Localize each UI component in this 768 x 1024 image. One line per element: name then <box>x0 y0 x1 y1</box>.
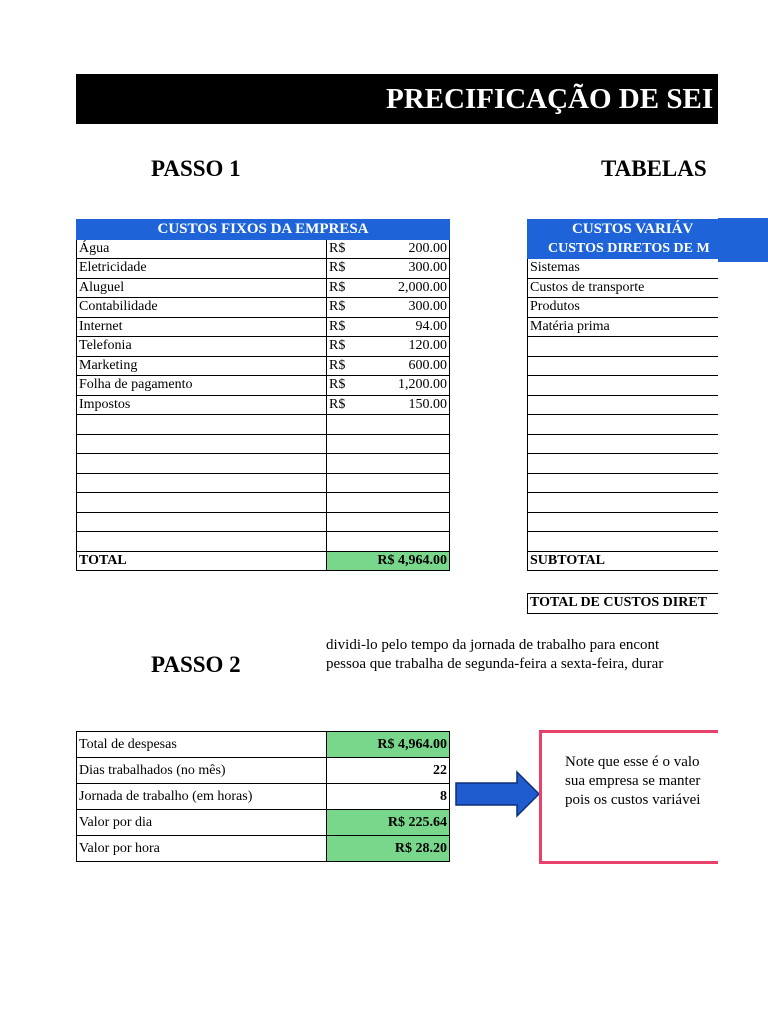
total-direct-costs-table <box>527 593 718 614</box>
fixed-cost-row <box>77 532 450 552</box>
hourly-rate-label: Valor por dia <box>77 810 327 836</box>
fixed-cost-value: 2,000.00 <box>371 278 450 298</box>
variable-cost-row <box>528 356 719 376</box>
variable-cost-row <box>528 298 719 318</box>
fixed-cost-value <box>371 512 450 532</box>
variable-costs-subheader: CUSTOS DIRETOS DE M <box>528 239 719 259</box>
variable-cost-row <box>528 317 719 337</box>
tabelas-heading: TABELAS <box>601 156 707 181</box>
fixed-cost-label: Folha de pagamento <box>77 376 327 396</box>
fixed-cost-value: 300.00 <box>371 259 450 279</box>
variable-cost-label <box>528 532 719 552</box>
fixed-cost-currency <box>327 473 372 493</box>
fixed-cost-currency <box>327 532 372 552</box>
hourly-rate-label: Dias trabalhados (no mês) <box>77 758 327 784</box>
fixed-cost-value: 200.00 <box>371 239 450 259</box>
fixed-costs-header: CUSTOS FIXOS DA EMPRESA <box>77 220 450 240</box>
note-line-2: sua empresa se manter <box>565 773 701 789</box>
fixed-cost-row <box>77 415 450 435</box>
fixed-cost-value: 1,200.00 <box>371 376 450 396</box>
variable-cost-row <box>528 434 719 454</box>
variable-cost-row <box>528 473 719 493</box>
variable-cost-label <box>528 337 719 357</box>
fixed-cost-currency <box>327 512 372 532</box>
fixed-cost-row <box>77 493 450 513</box>
hourly-rate-label: Jornada de trabalho (em horas) <box>77 784 327 810</box>
fixed-cost-currency: R$ <box>327 239 372 259</box>
fixed-cost-currency: R$ <box>327 356 372 376</box>
fixed-cost-currency: R$ <box>327 317 372 337</box>
fixed-cost-row <box>77 473 450 493</box>
hourly-rate-value: R$ 28.20 <box>327 836 450 862</box>
fixed-cost-row <box>77 434 450 454</box>
fixed-cost-value <box>371 415 450 435</box>
paragraph-line-1: dividi-lo pelo tempo da jornada de trabalho para encont <box>326 637 660 653</box>
hourly-rate-value: R$ 4,964.00 <box>327 732 450 758</box>
variable-cost-row <box>528 512 719 532</box>
fixed-cost-row <box>77 278 450 298</box>
variable-cost-row <box>528 259 719 279</box>
hourly-rate-row <box>77 732 450 758</box>
variable-cost-row <box>528 395 719 415</box>
hourly-rate-row <box>77 784 450 810</box>
note-line-1: Note que esse é o valo <box>565 754 700 770</box>
variable-cost-row <box>528 278 719 298</box>
variable-cost-label: Produtos <box>528 298 719 318</box>
fixed-cost-label <box>77 532 327 552</box>
passo-2-heading: PASSO 2 <box>151 652 241 677</box>
hourly-rate-label: Valor por hora <box>77 836 327 862</box>
fixed-cost-currency <box>327 415 372 435</box>
hourly-rate-row <box>77 758 450 784</box>
fixed-cost-value <box>371 532 450 552</box>
fixed-cost-value <box>371 454 450 474</box>
fixed-cost-row <box>77 317 450 337</box>
variable-cost-label <box>528 395 719 415</box>
fixed-cost-label: Telefonia <box>77 337 327 357</box>
fixed-cost-currency: R$ <box>327 298 372 318</box>
fixed-costs-total-value: R$ 4,964.00 <box>327 551 450 571</box>
variable-cost-row <box>528 454 719 474</box>
variable-cost-row <box>528 415 719 435</box>
fixed-cost-value: 120.00 <box>371 337 450 357</box>
hourly-rate-value: 8 <box>327 784 450 810</box>
fixed-cost-currency: R$ <box>327 376 372 396</box>
fixed-cost-value <box>371 473 450 493</box>
fixed-cost-currency <box>327 454 372 474</box>
fixed-cost-currency <box>327 493 372 513</box>
variable-cost-row <box>528 337 719 357</box>
variable-cost-label: Custos de transporte <box>528 278 719 298</box>
fixed-cost-currency <box>327 434 372 454</box>
page-title: PRECIFICAÇÃO DE SEI <box>386 83 714 115</box>
fixed-cost-value: 300.00 <box>371 298 450 318</box>
hourly-rate-row <box>77 810 450 836</box>
variable-cost-label <box>528 356 719 376</box>
variable-cost-row <box>528 532 719 552</box>
title-banner <box>76 74 718 124</box>
variable-cost-label <box>528 415 719 435</box>
hourly-rate-table <box>76 731 450 862</box>
variable-cost-label: Sistemas <box>528 259 719 279</box>
fixed-costs-table <box>76 219 450 571</box>
note-line-3: pois os custos variávei <box>565 792 701 808</box>
paragraph-line-2: pessoa que trabalha de segunda-feira a sexta-feira, durar <box>326 656 664 672</box>
total-direct-costs-label: TOTAL DE CUSTOS DIRET <box>528 594 719 614</box>
variable-cost-label <box>528 493 719 513</box>
variable-cost-row <box>528 376 719 396</box>
fixed-cost-value: 150.00 <box>371 395 450 415</box>
fixed-cost-label <box>77 473 327 493</box>
fixed-cost-row <box>77 259 450 279</box>
fixed-cost-row <box>77 395 450 415</box>
variable-cost-label: Matéria prima <box>528 317 719 337</box>
fixed-cost-label: Contabilidade <box>77 298 327 318</box>
fixed-cost-row <box>77 298 450 318</box>
variable-costs-header: CUSTOS VARIÁV <box>528 220 719 240</box>
fixed-cost-label: Aluguel <box>77 278 327 298</box>
variable-cost-label <box>528 434 719 454</box>
variable-cost-label <box>528 376 719 396</box>
fixed-cost-row <box>77 512 450 532</box>
hourly-rate-value: 22 <box>327 758 450 784</box>
variable-cost-label <box>528 512 719 532</box>
variable-costs-header-overflow <box>718 218 768 262</box>
fixed-cost-label: Impostos <box>77 395 327 415</box>
fixed-cost-currency: R$ <box>327 259 372 279</box>
fixed-cost-value <box>371 434 450 454</box>
arrow-right-icon <box>455 770 541 818</box>
fixed-cost-row <box>77 356 450 376</box>
fixed-cost-row <box>77 454 450 474</box>
fixed-cost-label <box>77 434 327 454</box>
variable-cost-label <box>528 454 719 474</box>
fixed-cost-label: Eletricidade <box>77 259 327 279</box>
passo-1-heading: PASSO 1 <box>151 156 241 181</box>
fixed-cost-label <box>77 454 327 474</box>
fixed-cost-label <box>77 415 327 435</box>
fixed-cost-currency: R$ <box>327 395 372 415</box>
fixed-cost-label <box>77 493 327 513</box>
fixed-cost-row <box>77 376 450 396</box>
fixed-cost-row <box>77 239 450 259</box>
fixed-cost-label <box>77 512 327 532</box>
variable-costs-subtotal-label: SUBTOTAL <box>528 551 719 571</box>
fixed-cost-label: Marketing <box>77 356 327 376</box>
fixed-cost-label: Internet <box>77 317 327 337</box>
note-box <box>539 730 718 864</box>
variable-cost-row <box>528 493 719 513</box>
hourly-rate-value: R$ 225.64 <box>327 810 450 836</box>
fixed-cost-currency: R$ <box>327 337 372 357</box>
fixed-cost-value <box>371 493 450 513</box>
fixed-cost-row <box>77 337 450 357</box>
hourly-rate-label: Total de despesas <box>77 732 327 758</box>
variable-costs-table <box>527 219 718 571</box>
hourly-rate-row <box>77 836 450 862</box>
explanation-paragraph <box>326 637 664 674</box>
variable-cost-label <box>528 473 719 493</box>
fixed-costs-total-label: TOTAL <box>77 551 327 571</box>
fixed-cost-label: Água <box>77 239 327 259</box>
fixed-cost-value: 94.00 <box>371 317 450 337</box>
fixed-cost-currency: R$ <box>327 278 372 298</box>
fixed-cost-value: 600.00 <box>371 356 450 376</box>
